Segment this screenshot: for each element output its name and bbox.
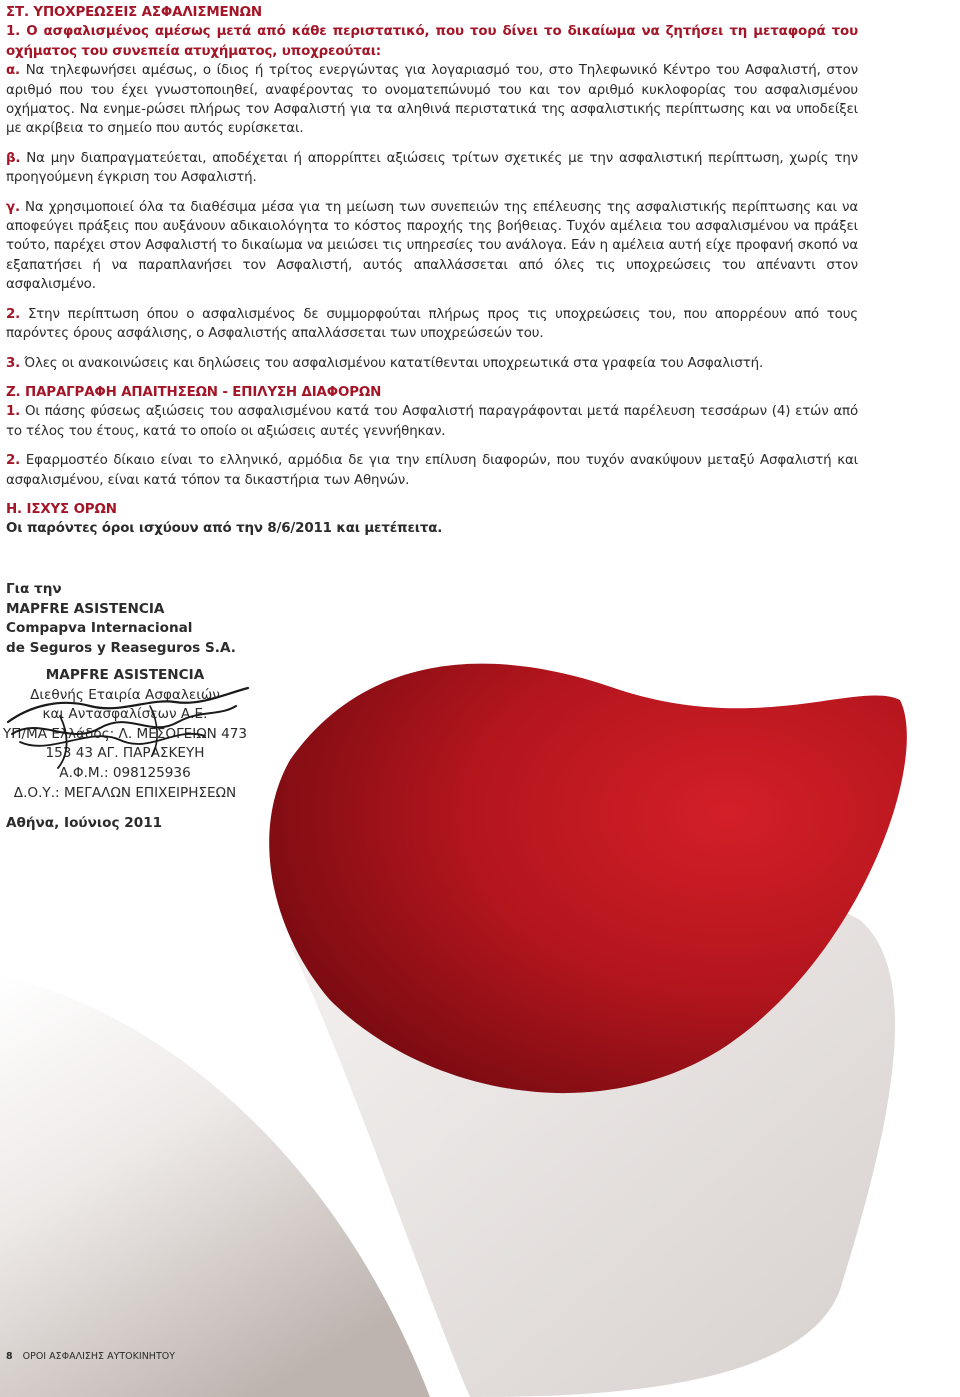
signoff-line-1: Για την bbox=[6, 581, 62, 597]
item-a-text: Να τηλεφωνήσει αμέσως, ο ίδιος ή τρίτος ενεργώντας για λογαριασμό του, στο Τηλεφωνικό Κέντρο του Ασφαλιστή, στον αριθμό που του έχει γνωστοποιηθεί, αναφέροντας το ονοματεπώνυμό του και τον αριθμό κυκλοφορίας του ασφαλισμένου οχήματος. Να ενημε-ρώσει πλήρως τον Ασφαλιστή για τα αληθινά περιστατικά της ασφαλιστικής περίπτωσης και να υποδείξει με ακρίβεια το σημείο που αυτός ευρίσκεται. bbox=[6, 63, 859, 137]
item-2-text: Στην περίπτωση όπου ο ασφαλισμένος δε συμμορφούται πλήρως προς τις υποχρεώσεις του, που απορρέουν από τους παρόντες όρους ασφάλισης, ο Ασφαλιστής απαλλάσσεται των υποχρεώσεών του. bbox=[6, 306, 859, 342]
z-item-1-label: 1. bbox=[6, 404, 21, 420]
section-st-item-c bbox=[6, 198, 858, 295]
signoff-line-2: MAPFRE ASISTENCIA bbox=[6, 600, 165, 617]
z-item-2-text: Εφαρμοστέο δίκαιο είναι το ελληνικό, αρμόδια δε για την επίλυση διαφορών, που τυχόν ανακύψουν μεταξύ Ασφαλιστή και ασφαλισμένου, είναι κατά τόπον τα δικαστήρια των Αθηνών. bbox=[6, 453, 859, 488]
section-st-item-2 bbox=[6, 305, 858, 344]
item-3-label: 3. bbox=[6, 355, 21, 371]
handwritten-signature bbox=[0, 676, 260, 786]
section-st-item1-intro: 1. Ο ασφαλισμένος αμέσως μετά από κάθε περιστατικό, που του δίνει το δικαίωμα να ζητήσει τη μεταφορά του οχήματος του συνεπεία ατυχήματος, υποχρεούται: bbox=[6, 24, 858, 59]
stamp-line-2: Διεθνής Εταιρία Ασφαλειών bbox=[30, 686, 220, 703]
stamp-line-4: ΥΠ/ΜΑ Ελλάδος: Λ. ΜΕΣΟΓΕΙΩΝ 473 bbox=[2, 725, 248, 742]
z-item-1-text: Οι πάσης φύσεως αξιώσεις του ασφαλισμένου κατά του Ασφαλιστή παραγράφονται μετά παρέλευση τεσσάρων (4) ετών από το τέλος του έτους, κατά το οποίο οι αξιώσεις αυτές γεννήθηκαν. bbox=[6, 404, 858, 439]
z-item-2-label: 2. bbox=[6, 453, 21, 469]
item-2-label: 2. bbox=[6, 306, 21, 322]
section-z-heading: Ζ. ΠΑΡΑΓΡΑΦΗ ΑΠΑΙΤΗΣΕΩΝ - ΕΠΙΛΥΣΗ ΔΙΑΦΟΡΩΝ bbox=[6, 384, 382, 400]
section-z-item-1 bbox=[6, 402, 858, 441]
signoff-line-3: Compapva Internacional bbox=[6, 620, 193, 637]
stamp-line-5: 153 43 ΑΓ. ΠΑΡΑΣΚΕΥΗ bbox=[45, 745, 205, 762]
signoff-block bbox=[6, 580, 236, 658]
stamp-line-7: Δ.Ο.Υ.: ΜΕΓΑΛΩΝ ΕΠΙΧΕΙΡΗΣΕΩΝ bbox=[13, 784, 237, 801]
item-a-label: α. bbox=[6, 63, 20, 79]
document-date: Αθήνα, Ιούνιος 2011 bbox=[6, 815, 163, 831]
page-footer bbox=[6, 1351, 175, 1362]
section-st-item-a bbox=[6, 61, 858, 139]
footer-title: ΟΡΟΙ ΑΣΦΑΛΙΣΗΣ ΑΥΤΟΚΙΝΗΤΟΥ bbox=[22, 1351, 176, 1362]
item-b-text: Να μην διαπραγματεύεται, αποδέχεται ή απορρίπτει αξιώσεις τρίτων σχετικές με την ασφαλιστική περίπτωση, χωρίς την προηγούμενη έγκριση του Ασφαλιστή. bbox=[6, 150, 858, 186]
section-st-item-3 bbox=[6, 354, 858, 373]
terms-content bbox=[6, 3, 858, 539]
item-b-label: β. bbox=[6, 150, 21, 166]
section-st-heading: ΣΤ. ΥΠΟΧΡΕΩΣΕΙΣ ΑΣΦΑΛΙΣΜΕΝΩΝ bbox=[6, 5, 262, 20]
stamp-line-6: Α.Φ.Μ.: 098125936 bbox=[59, 764, 191, 781]
item-3-text: Όλες οι ανακοινώσεις και δηλώσεις του ασφαλισμένου κατατίθενται υποχρεωτικά στα γραφεία του Ασφαλιστή. bbox=[24, 355, 764, 371]
section-st-item-b bbox=[6, 149, 858, 188]
item-c-label: γ. bbox=[6, 199, 20, 215]
section-h-text: Οι παρόντες όροι ισχύουν από την 8/6/2011 και μετέπειτα. bbox=[6, 521, 443, 537]
stamp-line-1: MAPFRE ASISTENCIA bbox=[45, 667, 205, 683]
signoff-line-4: de Seguros y Reaseguros S.A. bbox=[6, 639, 236, 656]
section-h-heading: Η. ΙΣΧΥΣ ΟΡΩΝ bbox=[6, 501, 117, 517]
page-number: 8 bbox=[6, 1351, 13, 1362]
item-c-text: Να χρησιμοποιεί όλα τα διαθέσιμα μέσα για τη μείωση των συνεπειών της επέλευσης της ασφαλιστικής περίπτωσης και να αποφεύγει πράξεις που αυξάνουν αδικαιολόγητα το κόστος παροχής της βοήθειας. Τυχόν αμέλεια του ασφαλισμένου να πράξει τούτο, παρέχει στον Ασφαλιστή το δικαίωμα να μειώσει τις υπηρεσίες του ανάλογα. Εάν η αμέλεια αυτή είχε προφανή σκοπό να εξαπατήσει ή να παραπλανήσει τον Ασφαλιστή, αυτός απαλλάσσεται από όλες τις υποχρεώσεις του απέναντι στον ασφαλισμένο. bbox=[6, 199, 858, 293]
stamp-line-3: και Αντασφαλίσεων Α.Ε. bbox=[42, 706, 208, 723]
section-z-item-2 bbox=[6, 451, 858, 490]
